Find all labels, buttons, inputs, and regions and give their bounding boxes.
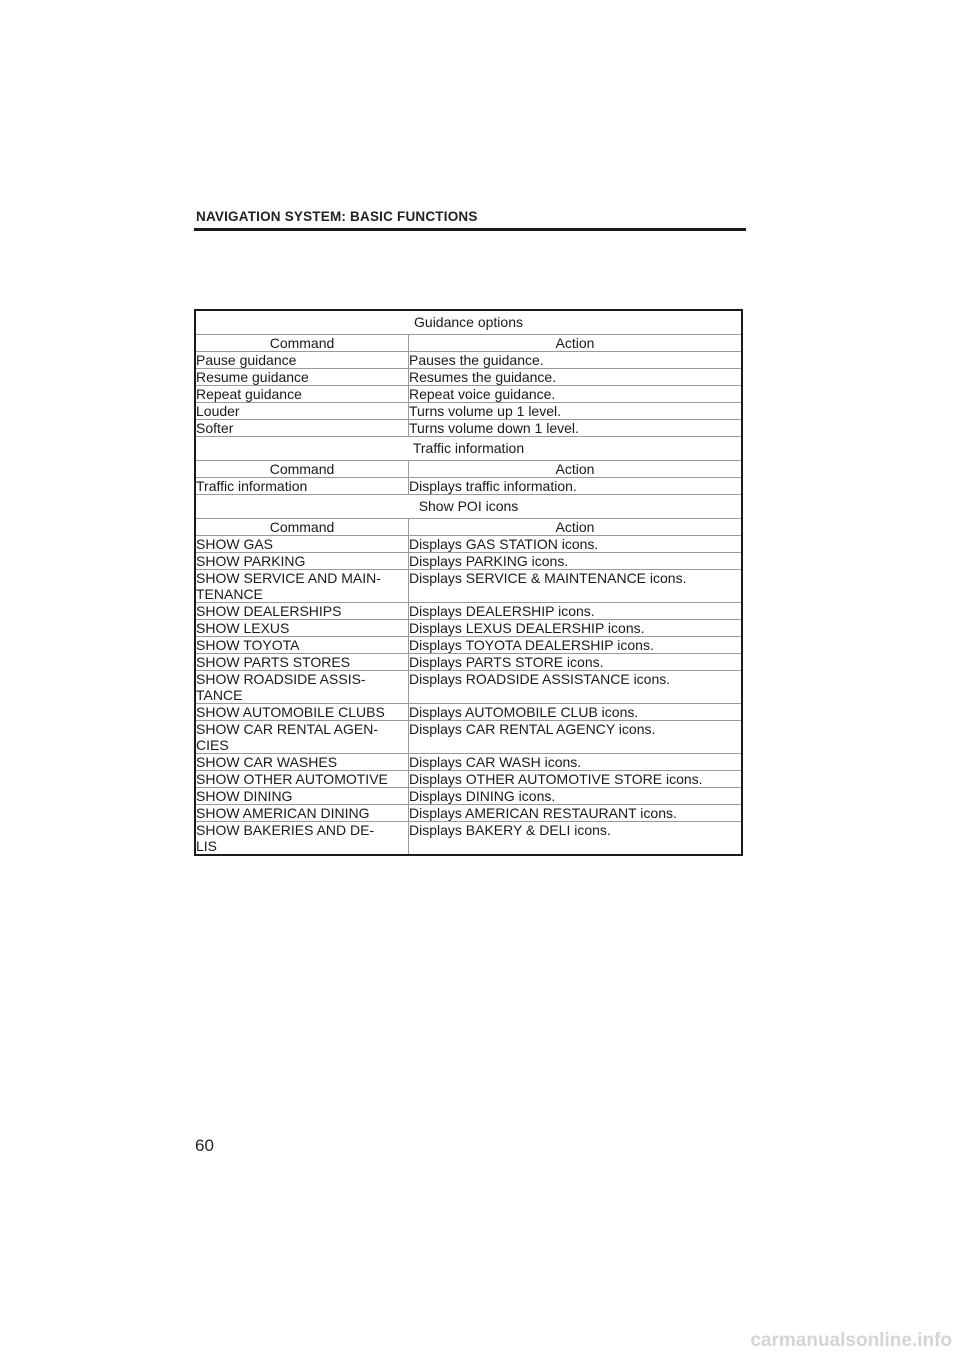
command-cell: SHOW OTHER AUTOMOTIVE (195, 771, 409, 788)
command-cell: SHOW TOYOTA (195, 637, 409, 654)
column-header-row (195, 335, 742, 352)
action-cell: Displays BAKERY & DELI icons. (409, 822, 611, 838)
table-row (195, 420, 742, 437)
action-cell: Displays CAR WASH icons. (409, 754, 743, 771)
command-cell: SHOW BAKERIES AND DE- LIS (195, 822, 409, 856)
command-column-header: Command (195, 461, 409, 478)
command-cell: SHOW CAR RENTAL AGEN- CIES (195, 721, 409, 754)
table-row (195, 754, 742, 771)
watermark: carmanualsonline.info (750, 1330, 952, 1351)
command-cell: SHOW AMERICAN DINING (195, 805, 409, 822)
command-cell: SHOW SERVICE AND MAIN- TENANCE (195, 570, 409, 603)
action-cell: Turns volume down 1 level. (409, 420, 743, 437)
action-cell: Repeat voice guidance. (409, 386, 743, 403)
action-cell: Displays AUTOMOBILE CLUB icons. (409, 704, 743, 721)
table-row (195, 553, 742, 570)
action-cell: Displays LEXUS DEALERSHIP icons. (409, 620, 743, 637)
table-row (195, 721, 742, 754)
table-row (195, 386, 742, 403)
action-cell: Pauses the guidance. (409, 352, 743, 369)
action-cell: Displays OTHER AUTOMOTIVE STORE icons. (409, 771, 743, 788)
table-row (195, 637, 742, 654)
table-row (195, 822, 742, 856)
table-row (195, 570, 742, 603)
command-cell: Louder (195, 403, 409, 420)
action-cell: Turns volume up 1 level. (409, 403, 743, 420)
table-row (195, 704, 742, 721)
table-row (195, 403, 742, 420)
action-cell: Displays PARTS STORE icons. (409, 654, 743, 671)
action-column-header: Action (409, 461, 743, 478)
section-title-row (195, 495, 742, 519)
command-cell: Resume guidance (195, 369, 409, 386)
table-row (195, 369, 742, 386)
page-number: 60 (195, 1136, 214, 1155)
table-row (195, 603, 742, 620)
column-header-row (195, 461, 742, 478)
command-cell: SHOW ROADSIDE ASSIS- TANCE (195, 671, 409, 704)
action-column-header: Action (409, 519, 743, 536)
command-cell: SHOW GAS (195, 536, 409, 553)
section-header-title: NAVIGATION SYSTEM: BASIC FUNCTIONS (196, 209, 478, 224)
action-cell: Displays PARKING icons. (409, 553, 743, 570)
action-cell: Displays DEALERSHIP icons. (409, 603, 743, 620)
action-cell: Resumes the guidance. (409, 369, 743, 386)
command-cell: SHOW PARTS STORES (195, 654, 409, 671)
action-cell: Displays GAS STATION icons. (409, 536, 743, 553)
action-cell: Displays traffic information. (409, 478, 743, 495)
action-cell: Displays AMERICAN RESTAURANT icons. (409, 805, 743, 822)
action-cell: Displays ROADSIDE ASSISTANCE icons. (409, 671, 743, 704)
table-row (195, 771, 742, 788)
command-cell: SHOW DEALERSHIPS (195, 603, 409, 620)
table-row (195, 788, 742, 805)
section-title: Guidance options (195, 310, 742, 335)
column-header-row (195, 519, 742, 536)
commands-table (194, 309, 743, 856)
header-rule (194, 228, 746, 231)
action-column-header: Action (409, 335, 743, 352)
command-cell: Softer (195, 420, 409, 437)
action-cell: Displays TOYOTA DEALERSHIP icons. (409, 637, 743, 654)
commands-table-body (195, 310, 742, 855)
command-column-header: Command (195, 519, 409, 536)
table-row (195, 805, 742, 822)
command-cell: SHOW CAR WASHES (195, 754, 409, 771)
table-row (195, 620, 742, 637)
command-cell: Pause guidance (195, 352, 409, 369)
table-row (195, 478, 742, 495)
section-title-row (195, 310, 742, 335)
command-cell: SHOW AUTOMOBILE CLUBS (195, 704, 409, 721)
command-cell: SHOW PARKING (195, 553, 409, 570)
command-cell: Repeat guidance (195, 386, 409, 403)
table-row (195, 671, 742, 704)
command-cell: SHOW LEXUS (195, 620, 409, 637)
action-cell: Displays SERVICE & MAINTENANCE icons. (409, 570, 743, 603)
command-column-header: Command (195, 335, 409, 352)
action-cell: Displays CAR RENTAL AGENCY icons. (409, 721, 743, 754)
command-cell: Traffic information (195, 478, 409, 495)
table-row (195, 352, 742, 369)
section-title: Show POI icons (195, 495, 742, 519)
table-row (195, 536, 742, 553)
action-cell: Displays DINING icons. (409, 788, 743, 805)
section-title: Traffic information (195, 437, 742, 461)
table-row (195, 654, 742, 671)
command-cell: SHOW DINING (195, 788, 409, 805)
section-title-row (195, 437, 742, 461)
